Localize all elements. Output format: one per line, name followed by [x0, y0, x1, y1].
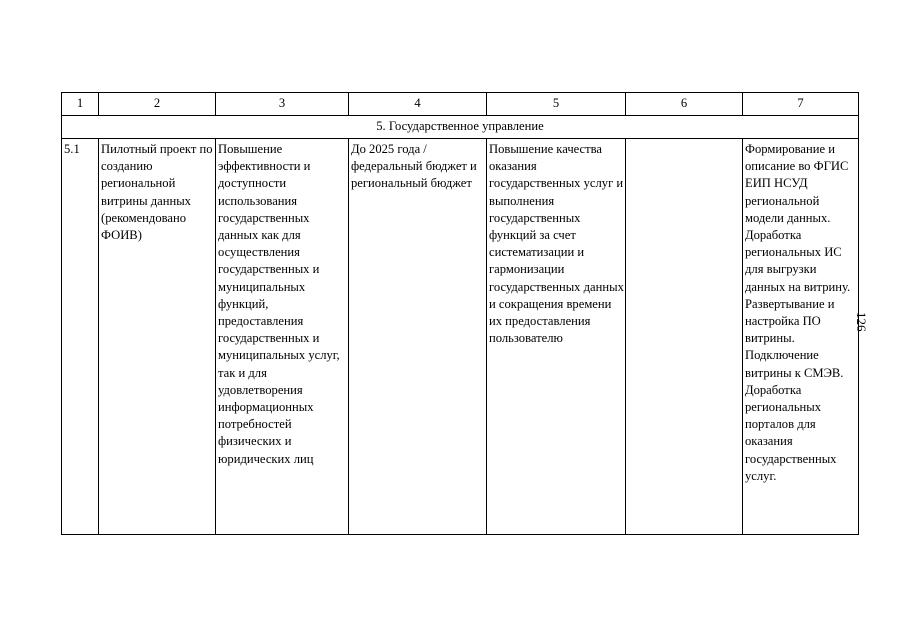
header-cell-2: 2 — [99, 93, 216, 116]
expected-effect-cell: Повышение качества оказания государственных услуг и выполнения государственных функций за счет систематизации и гармонизации государственных данных и сокращения времени их предоставления пользователю — [487, 139, 626, 535]
header-cell-7: 7 — [743, 93, 859, 116]
header-cell-4: 4 — [349, 93, 487, 116]
table-row — [62, 139, 859, 535]
project-name-cell: Пилотный проект по созданию региональной витрины данных (рекомендовано ФОИВ) — [99, 139, 216, 535]
header-cell-6: 6 — [626, 93, 743, 116]
actions-cell: Формирование и описание во ФГИС ЕИП НСУД региональной модели данных. Доработка региональных ИС для выгрузки данных на витрину. Развертывание и настройка ПО витрины. Подключение витрины к СМЭВ. Доработка региональных порталов для оказания государственных услуг. — [743, 139, 859, 535]
empty-column-6-cell — [626, 139, 743, 535]
page-number: 126 — [854, 312, 869, 332]
section-title: 5. Государственное управление — [62, 116, 859, 139]
row-number: 5.1 — [62, 139, 99, 535]
header-cell-1: 1 — [62, 93, 99, 116]
header-cell-5: 5 — [487, 93, 626, 116]
deadline-funding-cell: До 2025 года / федеральный бюджет и региональный бюджет — [349, 139, 487, 535]
header-row — [62, 93, 859, 116]
document-table — [61, 92, 859, 535]
goal-cell: Повышение эффективности и доступности использования государственных данных как для осуществления государственных и муниципальных функций, предоставления государственных и муниципальных услуг, так и для удовлетворения информационных потребностей физических и юридических лиц — [216, 139, 349, 535]
section-row — [62, 116, 859, 139]
header-cell-3: 3 — [216, 93, 349, 116]
